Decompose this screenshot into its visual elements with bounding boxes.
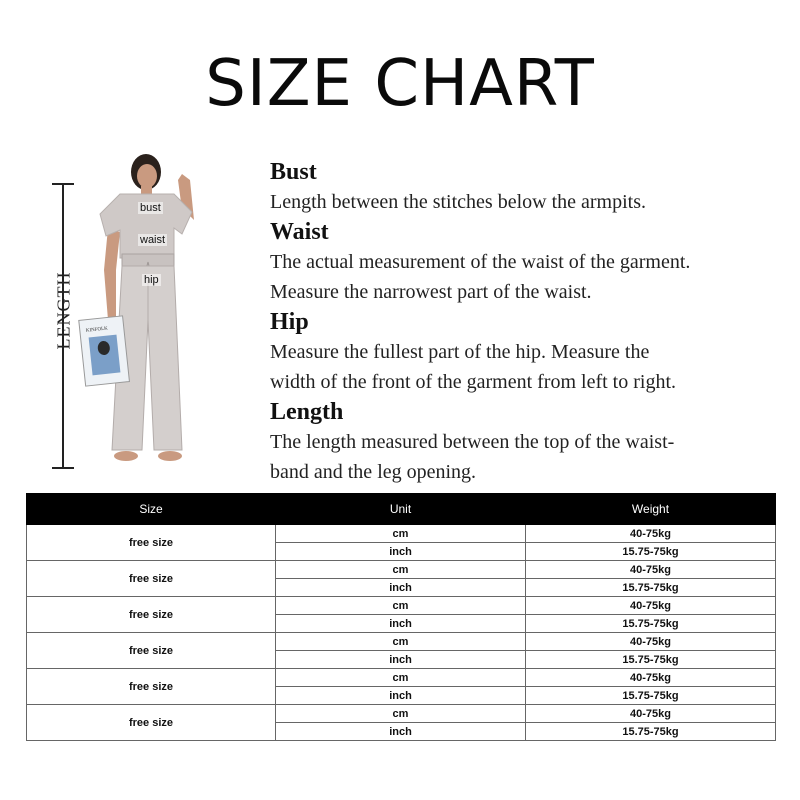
- unit-cell: cm: [276, 633, 526, 651]
- unit-cell: cm: [276, 669, 526, 687]
- unit-cell: cm: [276, 561, 526, 579]
- length-cap-bottom: [52, 467, 74, 469]
- weight-cell: 40-75kg: [526, 525, 776, 543]
- header-unit: Unit: [276, 494, 526, 525]
- definition-text: width of the front of the garment from left to right.: [270, 371, 677, 393]
- unit-cell: inch: [276, 687, 526, 705]
- definition-text: Measure the fullest part of the hip. Measure the: [270, 341, 650, 363]
- definition-text: band and the leg opening.: [270, 461, 477, 483]
- definition-length: [270, 397, 790, 487]
- weight-cell: 40-75kg: [526, 669, 776, 687]
- book-title: KINFOLK: [85, 326, 109, 334]
- definition-text: Measure the narrowest part of the waist.: [270, 281, 592, 303]
- table-header-row: [27, 494, 776, 525]
- definition-term: Length: [270, 399, 344, 425]
- table-row: [27, 633, 776, 651]
- weight-cell: 40-75kg: [526, 705, 776, 723]
- table-row: [27, 597, 776, 615]
- table-row: [27, 525, 776, 543]
- definition-term: Waist: [270, 219, 329, 245]
- weight-cell: 15.75-75kg: [526, 687, 776, 705]
- size-cell: free size: [27, 705, 276, 741]
- weight-cell: 15.75-75kg: [526, 543, 776, 561]
- unit-cell: cm: [276, 525, 526, 543]
- size-cell: free size: [27, 561, 276, 597]
- definition-term: Hip: [270, 309, 309, 335]
- table-row: [27, 561, 776, 579]
- table-body: [27, 525, 776, 741]
- table-row: [27, 669, 776, 687]
- weight-cell: 15.75-75kg: [526, 579, 776, 597]
- unit-cell: inch: [276, 723, 526, 741]
- size-cell: free size: [27, 669, 276, 705]
- weight-cell: 15.75-75kg: [526, 723, 776, 741]
- unit-cell: cm: [276, 705, 526, 723]
- size-cell: free size: [27, 633, 276, 669]
- definition-hip: [270, 307, 790, 397]
- definition-bust: [270, 157, 790, 217]
- weight-cell: 40-75kg: [526, 561, 776, 579]
- weight-cell: 15.75-75kg: [526, 615, 776, 633]
- size-table: [26, 493, 776, 741]
- unit-cell: inch: [276, 543, 526, 561]
- page-title: SIZE CHART: [205, 47, 595, 121]
- hip-tag: hip: [144, 274, 159, 286]
- model-figure: [20, 150, 255, 480]
- unit-cell: inch: [276, 651, 526, 669]
- model-illustration: [78, 150, 248, 480]
- size-cell: free size: [27, 525, 276, 561]
- header-weight: Weight: [526, 494, 776, 525]
- definition-waist: [270, 217, 790, 307]
- size-cell: free size: [27, 597, 276, 633]
- table-row: [27, 705, 776, 723]
- measurement-definitions: [270, 157, 790, 487]
- weight-cell: 15.75-75kg: [526, 651, 776, 669]
- header-size: Size: [27, 494, 276, 525]
- definition-text: The actual measurement of the waist of the garment.: [270, 251, 691, 273]
- bust-tag: bust: [140, 202, 161, 214]
- unit-cell: cm: [276, 597, 526, 615]
- weight-cell: 40-75kg: [526, 633, 776, 651]
- definition-term: Bust: [270, 159, 317, 185]
- definition-text: Length between the stitches below the armpits.: [270, 191, 647, 213]
- unit-cell: inch: [276, 615, 526, 633]
- unit-cell: inch: [276, 579, 526, 597]
- definition-text: The length measured between the top of the waist-: [270, 431, 675, 453]
- weight-cell: 40-75kg: [526, 597, 776, 615]
- waist-tag: waist: [140, 234, 166, 246]
- length-label: LENGTH: [53, 271, 74, 350]
